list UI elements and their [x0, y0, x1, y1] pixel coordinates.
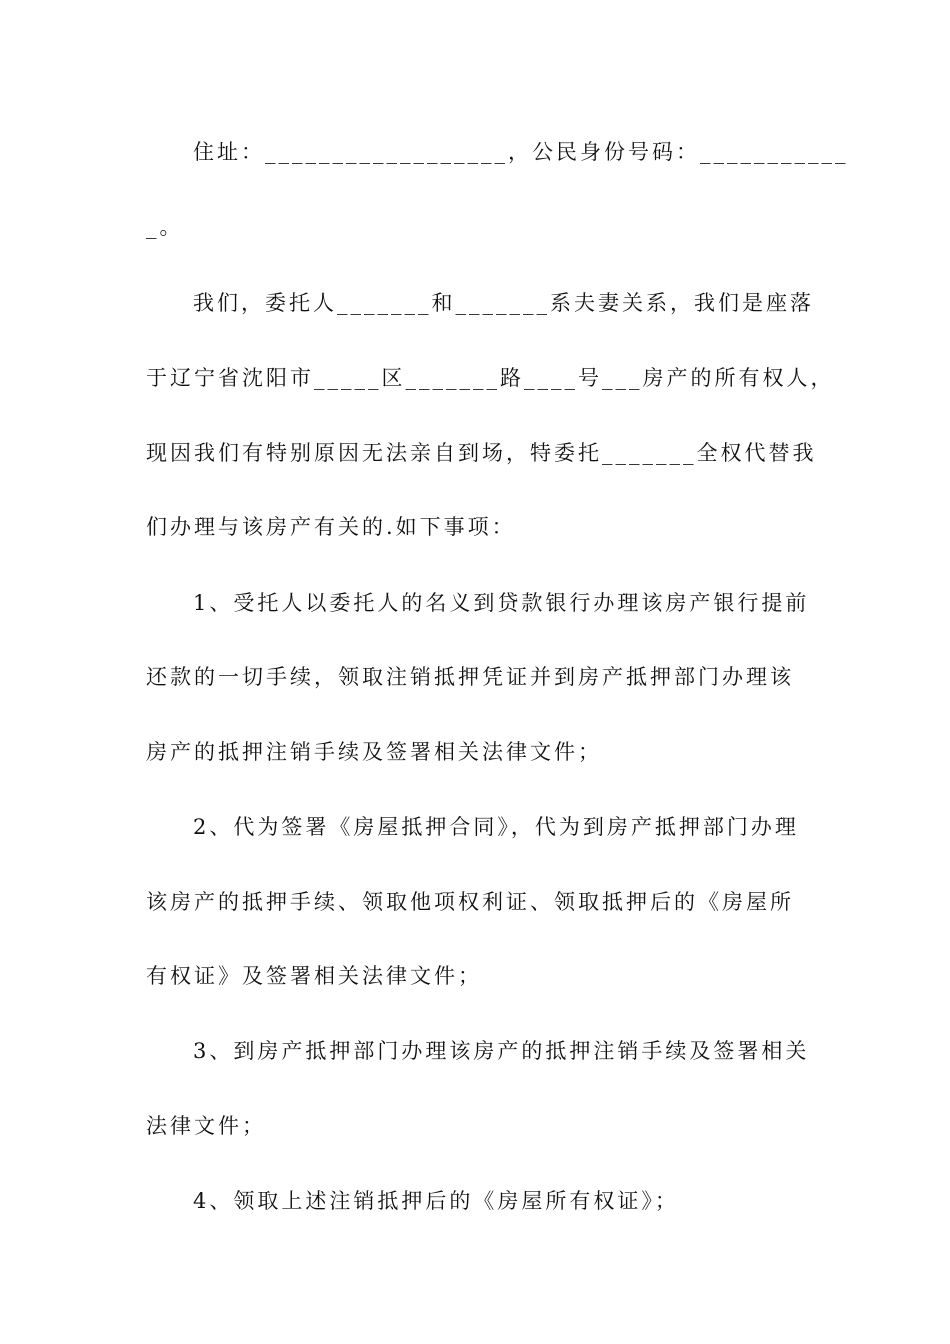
item-3-line-1: 3、到房产抵押部门办理该房产的抵押注销手续及签署相关 — [193, 1039, 810, 1063]
entrust-line: 现因我们有特别原因无法亲自到场，特委托_______全权代替我 — [146, 441, 817, 465]
item-1-line-1: 1、受托人以委托人的名义到贷款银行办理该房产银行提前 — [193, 591, 810, 615]
item-2-line-2: 该房产的抵押手续、领取他项权利证、领取抵押后的《房屋所 — [146, 890, 794, 914]
item-2-line-3: 有权证》及签署相关法律文件； — [146, 964, 482, 988]
principals-line: 我们，委托人_______和_______系夫妻关系，我们是座落 — [193, 291, 814, 315]
matters-intro-line: 们办理与该房产有关的.如下事项： — [146, 515, 516, 539]
item-2-line-1: 2、代为签署《房屋抵押合同》，代为到房产抵押部门办理 — [193, 815, 799, 839]
address-id-line: 住址：__________________，公民身份号码：___________ — [193, 140, 849, 164]
item-1-line-2: 还款的一切手续，领取注销抵押凭证并到房产抵押部门办理该 — [146, 665, 794, 689]
id-line-continuation: _。 — [146, 215, 184, 239]
item-1-line-3: 房产的抵押注销手续及签署相关法律文件； — [146, 740, 602, 764]
item-3-line-2: 法律文件； — [146, 1114, 266, 1138]
property-location-line: 于辽宁省沈阳市_____区_______路____号___房产的所有权人， — [146, 366, 835, 390]
item-4-line-1: 4、领取上述注销抵押后的《房屋所有权证》； — [193, 1189, 679, 1213]
